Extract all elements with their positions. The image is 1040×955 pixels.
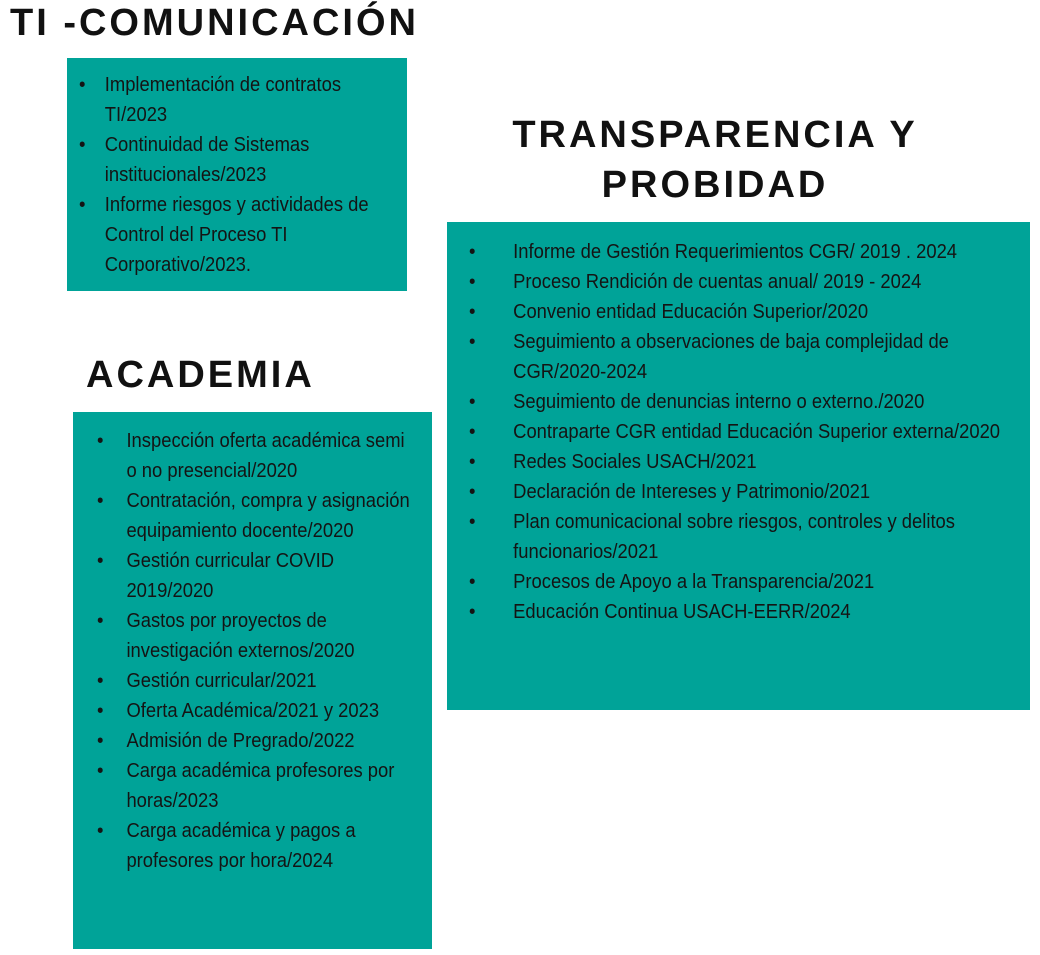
bullet-icon: • [469, 421, 476, 443]
list-item [97, 666, 419, 696]
list-item-text: Declaración de Intereses y Patrimonio/2021 [513, 481, 871, 503]
list-item-text: Proceso Rendición de cuentas anual/ 2019 - 2024 [513, 271, 922, 293]
list-item [79, 70, 387, 130]
list-item [469, 447, 1012, 477]
list-item [97, 696, 419, 726]
bullet-icon: • [97, 820, 104, 842]
list-item-text: Continuidad de Sistemas institucionales/2023 [104, 134, 310, 186]
bullet-icon: • [97, 700, 104, 722]
list-item-text: Carga académica y pagos a profesores por hora/2024 [126, 820, 356, 872]
list-item [79, 190, 387, 280]
list-item-text: Admisión de Pregrado/2022 [126, 730, 355, 752]
list-item [97, 486, 419, 546]
list-item [469, 327, 1012, 387]
academia-heading: ACADEMIA [86, 354, 315, 396]
list-item-text: Gestión curricular/2021 [126, 670, 317, 692]
bullet-icon: • [469, 391, 476, 413]
list-item [469, 417, 1012, 447]
list-item [97, 606, 419, 666]
bullet-icon: • [97, 490, 104, 512]
list-item-text: Contratación, compra y asignación equipamiento docente/2020 [126, 490, 410, 542]
list-item [97, 426, 419, 486]
list-item-text: Plan comunicacional sobre riesgos, controles y delitos funcionarios/2021 [513, 511, 955, 563]
list-item-text: Seguimiento a observaciones de baja complejidad de CGR/2020-2024 [513, 331, 949, 383]
list-item-text: Oferta Académica/2021 y 2023 [126, 700, 380, 722]
bullet-icon: • [469, 571, 476, 593]
list-item [79, 130, 387, 190]
list-item-text: Procesos de Apoyo a la Transparencia/2021 [513, 571, 875, 593]
transparencia-probidad-list [469, 237, 1012, 627]
transparencia-probidad-box [447, 222, 1030, 710]
bullet-icon: • [469, 511, 476, 533]
bullet-icon: • [79, 134, 86, 156]
academia-box [73, 412, 432, 949]
bullet-icon: • [469, 241, 476, 263]
bullet-icon: • [469, 481, 476, 503]
list-item-text: Carga académica profesores por horas/2023 [126, 760, 395, 812]
list-item-text: Inspección oferta académica semi o no presencial/2020 [126, 430, 405, 482]
bullet-icon: • [469, 451, 476, 473]
ti-comunicacion-box [67, 58, 407, 291]
list-item-text: Educación Continua USACH-EERR/2024 [513, 601, 851, 623]
bullet-icon: • [97, 730, 104, 752]
list-item [469, 387, 1012, 417]
list-item-text: Convenio entidad Educación Superior/2020 [513, 301, 869, 323]
bullet-icon: • [97, 670, 104, 692]
ti-comunicacion-list [79, 70, 387, 280]
bullet-icon: • [79, 74, 86, 96]
transparencia-probidad-heading: TRANSPARENCIA Y PROBIDAD [512, 114, 918, 206]
list-item [469, 237, 1012, 267]
list-item [97, 726, 419, 756]
list-item [469, 597, 1012, 627]
list-item-text: Informe de Gestión Requerimientos CGR/ 2019 . 2024 [513, 241, 958, 263]
ti-comunicacion-heading: TI -COMUNICACIÓN [10, 2, 419, 44]
list-item [469, 267, 1012, 297]
list-item [97, 546, 419, 606]
list-item-text: Seguimiento de denuncias interno o externo./2020 [513, 391, 925, 413]
bullet-icon: • [469, 271, 476, 293]
list-item-text: Gastos por proyectos de investigación externos/2020 [126, 610, 355, 662]
bullet-icon: • [469, 331, 476, 353]
bullet-icon: • [79, 194, 86, 216]
list-item-text: Informe riesgos y actividades de Control del Proceso TI Corporativo/2023. [104, 194, 369, 276]
list-item [469, 507, 1012, 567]
bullet-icon: • [469, 601, 476, 623]
academia-list [97, 426, 419, 876]
list-item-text: Implementación de contratos TI/2023 [104, 74, 342, 126]
bullet-icon: • [97, 430, 104, 452]
bullet-icon: • [97, 550, 104, 572]
list-item [97, 816, 419, 876]
list-item-text: Redes Sociales USACH/2021 [513, 451, 757, 473]
list-item [469, 477, 1012, 507]
list-item-text: Gestión curricular COVID 2019/2020 [126, 550, 335, 602]
list-item [469, 567, 1012, 597]
list-item-text: Contraparte CGR entidad Educación Superior externa/2020 [513, 421, 1001, 443]
list-item [97, 756, 419, 816]
bullet-icon: • [97, 760, 104, 782]
bullet-icon: • [97, 610, 104, 632]
list-item [469, 297, 1012, 327]
bullet-icon: • [469, 301, 476, 323]
